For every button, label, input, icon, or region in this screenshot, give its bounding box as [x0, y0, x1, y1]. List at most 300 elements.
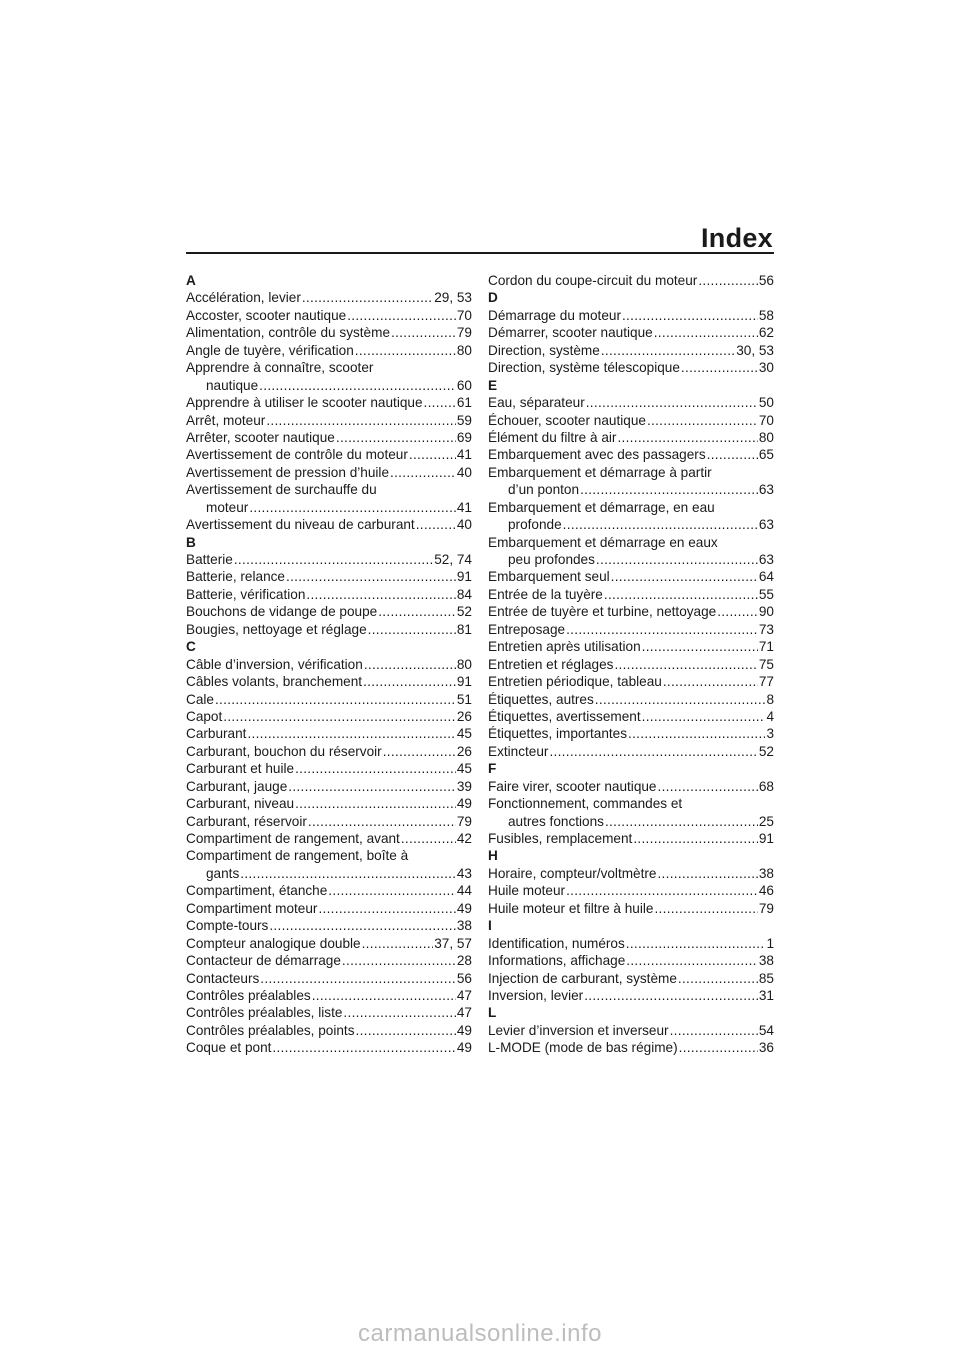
- dot-leader: [647, 412, 758, 429]
- dot-leader: [566, 882, 758, 899]
- index-entry-term-first-line: Embarquement et démarrage en eaux: [488, 534, 718, 550]
- index-entry-page: 30: [758, 360, 774, 376]
- dot-leader: [295, 760, 456, 777]
- index-entry: [186, 621, 472, 638]
- index-entry: [186, 673, 472, 690]
- index-entry-term: Injection de carburant, système: [488, 970, 677, 986]
- index-entry: [186, 882, 472, 899]
- index-entry-term: profonde: [508, 517, 562, 533]
- index-entry-term: Apprendre à utiliser le scooter nautique: [186, 395, 423, 411]
- dot-leader: [312, 987, 456, 1004]
- index-entry-term: Informations, affichage: [488, 953, 626, 969]
- index-entry-page: 73: [758, 621, 774, 637]
- dot-leader: [622, 307, 758, 324]
- index-entry-page: 44: [456, 883, 472, 899]
- index-entry: [186, 481, 472, 516]
- index-entry-term: Avertissement de pression d’huile: [186, 464, 390, 480]
- dot-leader: [308, 813, 456, 830]
- dot-leader: [295, 795, 456, 812]
- index-entry-page: 52: [456, 604, 472, 620]
- index-entry-term-first-line: Compartiment de rangement, boîte à: [186, 848, 409, 864]
- dot-leader: [328, 882, 456, 899]
- index-entry-term: Entretien après utilisation: [488, 639, 641, 655]
- index-entry-page: 84: [456, 586, 472, 602]
- index-entry: [488, 691, 774, 708]
- index-entry: [186, 603, 472, 620]
- index-entry-term: Huile moteur et filtre à huile: [488, 900, 654, 916]
- index-entry-page: 80: [758, 429, 774, 445]
- index-entry-page: 26: [456, 708, 472, 724]
- dot-leader: [336, 429, 456, 446]
- index-entry-term: Levier d’inversion et inverseur: [488, 1022, 669, 1038]
- index-entry-page: 75: [758, 656, 774, 672]
- dot-leader: [601, 342, 735, 359]
- index-entry: [186, 778, 472, 795]
- index-entry: [186, 917, 472, 934]
- index-entry-term: Fusibles, remplacement: [488, 831, 633, 846]
- index-entry: [488, 342, 774, 359]
- dot-leader: [383, 743, 456, 760]
- index-entry: [186, 830, 472, 847]
- index-entry-page: 85: [758, 970, 774, 986]
- index-entry-page: 36: [758, 1040, 774, 1056]
- index-entry-term: Embarquement seul: [488, 569, 610, 585]
- index-entry-term: nautique: [206, 377, 259, 393]
- index-entry: [186, 708, 472, 725]
- index-entry-term: Bougies, nettoyage et réglage: [186, 621, 367, 637]
- index-entry-term: Identification, numéros: [488, 935, 625, 951]
- dot-leader: [355, 342, 456, 359]
- dot-leader: [626, 952, 758, 969]
- index-entry-term-first-line: Apprendre à connaître, scooter: [186, 360, 374, 376]
- index-entry: [488, 725, 774, 742]
- index-entry-page: 63: [758, 482, 774, 498]
- index-entry-page: 38: [758, 953, 774, 969]
- index-entry-page: 71: [758, 639, 774, 655]
- index-entry: [186, 900, 472, 917]
- index-entry: [186, 743, 472, 760]
- dot-leader: [549, 743, 757, 760]
- index-entry-page: 45: [456, 761, 472, 777]
- index-entry-term: Angle de tuyère, vérification: [186, 342, 354, 358]
- index-entry-term: Arrêter, scooter nautique: [186, 429, 335, 445]
- dot-leader: [260, 970, 456, 987]
- index-column-left: [186, 272, 472, 1057]
- index-entry-term: Entreposage: [488, 621, 566, 637]
- index-entry-page: 49: [456, 796, 472, 812]
- index-entry: [186, 551, 472, 568]
- dot-leader: [318, 900, 455, 917]
- dot-leader: [670, 1022, 758, 1039]
- index-entry: [488, 412, 774, 429]
- dot-leader: [633, 830, 758, 847]
- index-entry-page: 69: [456, 429, 472, 445]
- index-entry: [186, 359, 472, 394]
- index-entry-page: 65: [758, 447, 774, 463]
- dot-leader: [378, 603, 456, 620]
- index-entry: [186, 464, 472, 481]
- index-entry-page: 68: [758, 778, 774, 794]
- dot-leader: [605, 813, 758, 830]
- index-entry-term: Carburant et huile: [186, 761, 295, 777]
- index-entry-page: 28: [456, 953, 472, 969]
- dot-leader: [343, 1004, 455, 1021]
- index-entry-page: 79: [758, 900, 774, 916]
- index-entry-term: Carburant, réservoir: [186, 813, 307, 829]
- dot-leader: [240, 865, 456, 882]
- index-entry: [488, 429, 774, 446]
- dot-leader: [611, 568, 758, 585]
- index-entry-term: Entrée de tuyère et turbine, nettoyage: [488, 604, 717, 620]
- index-entry-term: Carburant, jauge: [186, 778, 288, 794]
- dot-leader: [286, 568, 456, 585]
- index-entry: [488, 865, 774, 882]
- index-entry-page: 39: [456, 778, 472, 794]
- dot-leader: [368, 621, 456, 638]
- dot-leader: [642, 708, 766, 725]
- index-entry: [186, 952, 472, 969]
- index-entry-page: 70: [456, 307, 472, 323]
- index-entry: [488, 324, 774, 341]
- dot-leader: [663, 673, 758, 690]
- dot-leader: [584, 987, 758, 1004]
- index-entry-page: 46: [758, 883, 774, 899]
- index-entry: [186, 970, 472, 987]
- index-entry-page: 91: [456, 674, 472, 690]
- dot-leader: [628, 725, 765, 742]
- index-entry: [186, 516, 472, 533]
- index-entry: [488, 830, 774, 847]
- index-entry: [186, 429, 472, 446]
- index-entry: [186, 1022, 472, 1039]
- dot-leader: [617, 429, 757, 446]
- index-entry-term: Étiquettes, avertissement: [488, 708, 641, 724]
- index-entry: [186, 987, 472, 1004]
- dot-leader: [266, 412, 456, 429]
- index-entry-term: Arrêt, moteur: [186, 412, 266, 428]
- index-entry-term: Compteur analogique double: [186, 935, 361, 951]
- dot-leader: [642, 638, 758, 655]
- index-entry-term: gants: [206, 865, 240, 881]
- dot-leader: [249, 499, 456, 516]
- index-entry-page: 45: [456, 726, 472, 742]
- index-entry-term-first-line: Embarquement et démarrage à partir: [488, 464, 712, 480]
- dot-leader: [681, 359, 758, 376]
- dot-leader: [717, 603, 758, 620]
- dot-leader: [566, 621, 758, 638]
- dot-leader: [363, 673, 456, 690]
- index-entry-term: Contacteur de démarrage: [186, 953, 341, 969]
- index-entry-page: 77: [758, 674, 774, 690]
- index-entry-page: 81: [456, 621, 472, 637]
- dot-leader: [596, 551, 758, 568]
- index-entry: [186, 1039, 472, 1056]
- index-entry-term: Eau, séparateur: [488, 395, 585, 411]
- dot-leader: [614, 656, 757, 673]
- dot-leader: [347, 307, 456, 324]
- index-entry-term: Accoster, scooter nautique: [186, 307, 347, 323]
- index-entry-term: Batterie: [186, 552, 233, 567]
- index-entry: [488, 970, 774, 987]
- index-entry: [488, 882, 774, 899]
- index-entry-term: moteur: [206, 499, 249, 515]
- dot-leader: [391, 324, 456, 341]
- index-entry: [488, 987, 774, 1004]
- index-entry: [186, 307, 472, 324]
- index-entry-page: 70: [758, 412, 774, 428]
- index-entry: [186, 412, 472, 429]
- index-entry-page: 52: [758, 743, 774, 759]
- dot-leader: [707, 446, 758, 463]
- index-entry-term: Direction, système: [488, 342, 600, 358]
- index-entry-page: 91: [456, 569, 472, 585]
- index-entry-page: 4: [766, 708, 774, 724]
- index-entry-page: 51: [456, 691, 472, 707]
- index-entry-page: 58: [758, 307, 774, 323]
- dot-leader: [595, 691, 766, 708]
- dot-leader: [259, 377, 456, 394]
- index-entry-page: 62: [758, 325, 774, 341]
- index-entry-term: Échouer, scooter nautique: [488, 412, 646, 428]
- index-letter-heading: I: [488, 918, 492, 934]
- dot-leader: [356, 1022, 456, 1039]
- index-entry-term: Embarquement avec des passagers: [488, 447, 706, 463]
- index-entry-page: 40: [456, 464, 472, 480]
- index-entry-page: 41: [456, 499, 472, 515]
- index-entry: [488, 586, 774, 603]
- index-entry-term: Horaire, compteur/voltmètre: [488, 865, 657, 881]
- index-entry: [186, 847, 472, 882]
- dot-leader: [416, 516, 456, 533]
- index-entry: [186, 935, 472, 952]
- index-entry-page: 49: [456, 1022, 472, 1038]
- index-entry-term: Compartiment, étanche: [186, 883, 328, 899]
- index-entry-term: Cale: [186, 691, 214, 707]
- dot-leader: [679, 1039, 758, 1056]
- index-entry-term: Entretien et réglages: [488, 656, 614, 672]
- index-entry: [186, 586, 472, 603]
- index-entry-page: 60: [456, 377, 472, 393]
- dot-leader: [306, 586, 455, 603]
- index-letter-heading: L: [488, 1005, 497, 1021]
- dot-leader: [678, 970, 758, 987]
- index-letter-heading: C: [186, 639, 196, 655]
- index-entry-page: 49: [456, 900, 472, 916]
- index-entry-term: autres fonctions: [508, 813, 604, 829]
- dot-leader: [698, 272, 758, 289]
- index-entry: [186, 656, 472, 673]
- title-rule: [186, 252, 774, 254]
- index-entry-term: Extincteur: [488, 743, 549, 759]
- index-entry-term: Bouchons de vidange de poupe: [186, 604, 378, 620]
- index-entry-term-first-line: Fonctionnement, commandes et: [488, 796, 683, 812]
- index-entry-page: 50: [758, 395, 774, 411]
- index-entry: [488, 656, 774, 673]
- index-entry: [186, 813, 472, 830]
- dot-leader: [390, 464, 456, 481]
- index-entry-term: Câble d’inversion, vérification: [186, 656, 363, 672]
- index-entry: [488, 708, 774, 725]
- index-entry-term: Huile moteur: [488, 883, 566, 899]
- index-entry-page: 55: [758, 586, 774, 602]
- index-entry-page: 37, 57: [434, 935, 472, 951]
- dot-leader: [658, 778, 758, 795]
- index-entry-term: Inversion, levier: [488, 987, 584, 1003]
- index-entry-term-first-line: Embarquement et démarrage, en eau: [488, 499, 715, 515]
- index-entry: [488, 673, 774, 690]
- dot-leader: [401, 830, 456, 847]
- index-entry-page: 1: [766, 935, 774, 951]
- index-entry-term: Compartiment moteur: [186, 900, 318, 916]
- index-entry-term: Compartiment de rangement, avant: [186, 831, 400, 846]
- index-letter-heading: E: [488, 377, 498, 393]
- index-entry-page: 40: [456, 517, 472, 533]
- dot-leader: [215, 691, 456, 708]
- index-entry-page: 31: [758, 987, 774, 1003]
- index-entry-term: Compte-tours: [186, 918, 269, 934]
- index-entry: [488, 621, 774, 638]
- index-entry: [186, 725, 472, 742]
- index-entry-page: 3: [766, 726, 774, 742]
- dot-leader: [409, 446, 456, 463]
- index-entry: [488, 1039, 774, 1056]
- index-entry-page: 80: [456, 656, 472, 672]
- dot-leader: [362, 935, 434, 952]
- index-entry: [186, 342, 472, 359]
- dot-leader: [342, 952, 456, 969]
- index-entry-term: Contacteurs: [186, 970, 260, 986]
- index-entry-page: 42: [456, 831, 472, 846]
- index-entry: [488, 568, 774, 585]
- index-entry-page: 54: [758, 1022, 774, 1038]
- index-entry: [186, 446, 472, 463]
- dot-leader: [247, 725, 455, 742]
- index-entry-term: Démarrer, scooter nautique: [488, 325, 653, 341]
- index-entry-term: d’un ponton: [508, 482, 580, 498]
- index-entry-page: 63: [758, 517, 774, 533]
- index-entry: [488, 272, 774, 289]
- index-entry: [488, 638, 774, 655]
- index-entry: [186, 795, 472, 812]
- index-entry: [186, 568, 472, 585]
- index-entry-page: 47: [456, 1005, 472, 1021]
- index-entry: [488, 359, 774, 376]
- dot-leader: [580, 481, 758, 498]
- index-entry: [488, 464, 774, 499]
- index-entry-page: 79: [456, 325, 472, 341]
- dot-leader: [626, 935, 766, 952]
- index-entry-page: 56: [456, 970, 472, 986]
- index-entry-term: Contrôles préalables, points: [186, 1022, 355, 1038]
- dot-leader: [288, 778, 456, 795]
- dot-leader: [563, 516, 758, 533]
- index-entry-term: Carburant, niveau: [186, 796, 295, 812]
- index-entry-page: 80: [456, 342, 472, 358]
- index-entry-term: Direction, système télescopique: [488, 360, 680, 376]
- dot-leader: [364, 656, 456, 673]
- index-entry: [186, 394, 472, 411]
- dot-leader: [654, 324, 758, 341]
- index-entry-term: Avertissement du niveau de carburant: [186, 517, 415, 533]
- index-entry-page: 91: [758, 831, 774, 846]
- index-entry-term: Entrée de la tuyère: [488, 586, 603, 602]
- dot-leader: [654, 900, 757, 917]
- index-entry-term-first-line: Avertissement de surchauffe du: [186, 482, 377, 498]
- index-entry-page: 25: [758, 813, 774, 829]
- index-entry-term: Alimentation, contrôle du système: [186, 325, 391, 341]
- dot-leader: [269, 917, 456, 934]
- index-entry-term: Contrôles préalables: [186, 987, 311, 1003]
- index-entry: [488, 499, 774, 534]
- index-entry-page: 8: [766, 691, 774, 707]
- index-entry-page: 49: [456, 1040, 472, 1056]
- index-entry-term: Entretien périodique, tableau: [488, 674, 662, 690]
- dot-leader: [657, 865, 757, 882]
- index-entry-term: Faire virer, scooter nautique: [488, 778, 657, 794]
- index-entry: [186, 324, 472, 341]
- index-entry-term: Câbles volants, branchement: [186, 674, 363, 690]
- index-entry: [488, 952, 774, 969]
- index-entry-page: 56: [758, 273, 774, 288]
- index-entry-term: Carburant, bouchon du réservoir: [186, 743, 382, 759]
- index-entry-page: 59: [456, 412, 472, 428]
- index-entry: [488, 446, 774, 463]
- index-entry-term: Contrôles préalables, liste: [186, 1005, 343, 1021]
- index-entry-term: Capot: [186, 708, 223, 724]
- index-entry: [186, 691, 472, 708]
- index-entry-term: Coque et pont: [186, 1040, 272, 1056]
- index-entry: [488, 743, 774, 760]
- index-entry-term: Étiquettes, importantes: [488, 726, 628, 742]
- index-entry: [488, 307, 774, 324]
- index-entry: [488, 394, 774, 411]
- index-entry-page: 38: [456, 918, 472, 934]
- dot-leader: [223, 708, 456, 725]
- index-entry-term: Batterie, relance: [186, 569, 285, 585]
- index-entry-term: Élément du filtre à air: [488, 429, 617, 445]
- dot-leader: [272, 1039, 455, 1056]
- index-entry: [488, 1022, 774, 1039]
- index-entry-term: Batterie, vérification: [186, 586, 306, 602]
- dot-leader: [302, 289, 433, 306]
- index-entry-page: 63: [758, 552, 774, 567]
- index-entry-term: Étiquettes, autres: [488, 691, 594, 707]
- page-title: Index: [700, 223, 773, 253]
- index-entry: [488, 778, 774, 795]
- index-entry-term: L-MODE (mode de bas régime): [488, 1040, 678, 1056]
- index-entry-page: 79: [456, 813, 472, 829]
- index-entry-page: 64: [758, 569, 774, 585]
- index-entry-term: Avertissement de contrôle du moteur: [186, 447, 408, 463]
- index-entry: [488, 900, 774, 917]
- index-entry-page: 26: [456, 743, 472, 759]
- index-entry: [186, 760, 472, 777]
- index-entry-term: Cordon du coupe-circuit du moteur: [488, 273, 698, 288]
- index-entry-page: 61: [456, 395, 472, 411]
- dot-leader: [234, 551, 433, 568]
- index-entry: [186, 289, 472, 306]
- dot-leader: [586, 394, 758, 411]
- index-letter-heading: H: [488, 848, 498, 864]
- index-entry-term: Démarrage du moteur: [488, 307, 621, 323]
- index-entry-page: 30, 53: [736, 342, 774, 358]
- index-entry: [488, 935, 774, 952]
- dot-leader: [604, 586, 758, 603]
- index-column-right: [488, 272, 774, 1057]
- index-entry: [488, 795, 774, 830]
- index-entry-page: 47: [456, 987, 472, 1003]
- watermark: carmanualsonline.info: [358, 1320, 602, 1347]
